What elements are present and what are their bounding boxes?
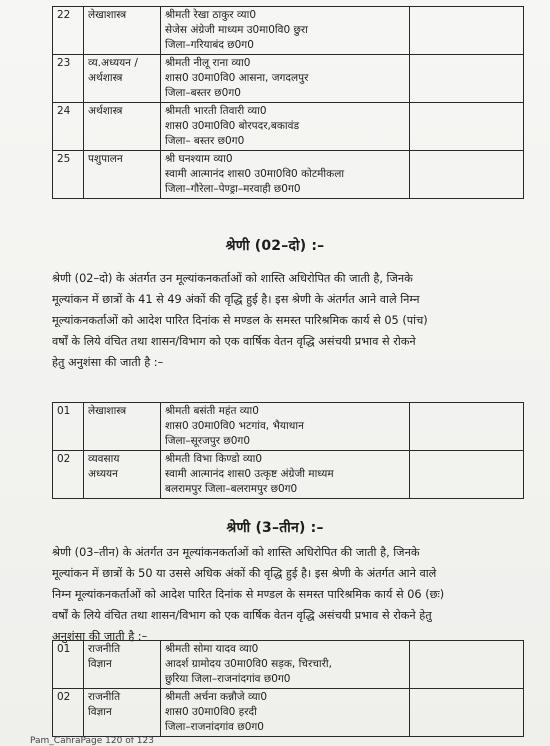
paragraph-line: वर्षों के लिये वंचित तथा शासन/विभाग को एक वार्षिक वेतन वृद्धि असंचयी प्रभाव से रोकने — [52, 335, 416, 348]
evaluator-detail-line: शास0 उ0मा0वि0 हरदी — [165, 706, 257, 718]
page-footer: Pam_CahraPage 120 of 123 — [30, 736, 154, 746]
serial-number: 02 — [53, 451, 84, 499]
evaluator-details — [161, 689, 410, 737]
subject-text: विज्ञान — [88, 706, 112, 718]
evaluator-detail-line: जिला–सूरजपुर छ0ग0 — [165, 435, 251, 447]
evaluator-details — [161, 403, 410, 451]
serial-number: 02 — [53, 689, 84, 737]
paragraph-line: अनुशंसा की जाती है :– — [52, 630, 148, 643]
evaluator-table-3 — [52, 640, 524, 737]
evaluator-detail-line: जिला– बस्तर छ0ग0 — [165, 135, 245, 147]
empty-cell — [410, 151, 524, 199]
empty-cell — [410, 689, 524, 737]
subject-cell — [84, 55, 161, 103]
section-3-heading: श्रेणी (3–तीन) :– — [226, 520, 324, 536]
evaluator-detail-line: स्वामी आत्मानंद शास0 उ0मा0वि0 कोटमीकला — [165, 168, 345, 180]
subject-text: राजनीति — [88, 643, 121, 655]
table-row — [53, 151, 524, 199]
evaluator-detail-line: जिला–गरियाबंद छ0ग0 — [165, 39, 254, 51]
empty-cell — [410, 403, 524, 451]
section-2-paragraph — [52, 268, 514, 373]
subject-text: लेखाशास्त्र — [88, 405, 127, 417]
subject-cell — [84, 103, 161, 151]
table-row — [53, 403, 524, 451]
evaluator-detail-line: छुरिया जिला–राजनांदगांव छ0ग0 — [165, 673, 291, 685]
empty-cell — [410, 7, 524, 55]
evaluator-detail-line: श्रीमती अर्चना कन्नौजे व्या0 — [165, 691, 268, 703]
subject-text: राजनीति — [88, 691, 121, 703]
subject-text: अर्थशास्त्र — [88, 72, 123, 84]
table-row — [53, 55, 524, 103]
evaluator-details — [161, 451, 410, 499]
table-row — [53, 451, 524, 499]
evaluator-detail-line: जिला–गौरेला–पेण्ड्रा–मरवाही छ0ग0 — [165, 183, 301, 195]
section-2-heading: श्रेणी (02–दो) :– — [225, 238, 325, 254]
evaluator-detail-line: श्रीमती भारती तिवारी व्या0 — [165, 105, 267, 117]
paragraph-line: निम्न मूल्यांकनकर्ताओं को आदेश पारित दिनांक से मण्डल के समस्त पारिश्रमिक कार्य से 06 (छः) — [52, 588, 445, 601]
subject-text: व्यवसाय — [88, 453, 120, 465]
serial-number: 24 — [53, 103, 84, 151]
evaluator-detail-line: स्वामी आत्मानंद शास0 उत्कृष्ट अंग्रेजी माध्यम — [165, 468, 334, 480]
table-row — [53, 7, 524, 55]
subject-text: व्य.अध्ययन / — [88, 57, 138, 69]
section-3-paragraph — [52, 542, 514, 647]
empty-cell — [410, 55, 524, 103]
paragraph-line: मूल्यांकन में छात्रों के 41 से 49 अंकों की वृद्धि हुई है। इस श्रेणी के अंतर्गत आने वाले निम्न — [52, 293, 420, 306]
evaluator-detail-line: शास0 उ0मा0वि0 बोरपदर,बकावंड — [165, 120, 300, 132]
subject-text: अध्ययन — [88, 468, 118, 480]
evaluator-details — [161, 55, 410, 103]
evaluator-detail-line: जिला–राजनांदगांव छ0ग0 — [165, 721, 264, 733]
serial-number: 22 — [53, 7, 84, 55]
evaluator-detail-line: श्रीमती रेखा ठाकुर व्या0 — [165, 9, 257, 21]
evaluator-detail-line: शास0 उ0मा0वि0 भटगांव, भैयाथान — [165, 420, 304, 432]
empty-cell — [410, 103, 524, 151]
evaluator-details — [161, 151, 410, 199]
evaluator-detail-line: आदर्श ग्रामोदय उ0मा0वि0 सड़क, चिरचारी, — [165, 658, 332, 670]
subject-cell — [84, 451, 161, 499]
paragraph-line: मूल्यांकन में छात्रों के 50 या उससे अधिक अंकों की वृद्धि हुई है। इस श्रेणी के अंतर्गत आने वाले — [52, 567, 437, 580]
serial-number: 23 — [53, 55, 84, 103]
evaluator-detail-line: शास0 उ0मा0वि0 आसना, जगदलपुर — [165, 72, 309, 84]
table-row — [53, 641, 524, 689]
paragraph-line: मूल्यांकनकर्ताओं को आदेश पारित दिनांक से मण्डल के समस्त पारिश्रमिक कार्य से 05 (पांच) — [52, 314, 428, 327]
paragraph-line: वर्षों के लिये वंचित तथा शासन/विभाग को एक वार्षिक वेतन वृद्धि असंचयी प्रभाव से रोकने हेतु — [52, 609, 432, 622]
subject-text: अर्थशास्त्र — [88, 105, 123, 117]
evaluator-detail-line: सेजेस अंग्रेजी माध्यम उ0मा0वि0 छुरा — [165, 24, 308, 36]
table-row — [53, 689, 524, 737]
table-row — [53, 103, 524, 151]
subject-cell — [84, 7, 161, 55]
paragraph-line: श्रेणी (03–तीन) के अंतर्गत उन मूल्यांकनकर्ताओं को शास्ति अधिरोपित की जाती है, जिनके — [52, 546, 420, 559]
subject-cell — [84, 403, 161, 451]
evaluator-details — [161, 7, 410, 55]
evaluator-detail-line: श्रीमती सोमा यादव व्या0 — [165, 643, 259, 655]
evaluator-detail-line: श्रीमती विभा किण्डो व्या0 — [165, 453, 262, 465]
subject-cell — [84, 641, 161, 689]
evaluator-detail-line: श्री घनश्याम व्या0 — [165, 153, 233, 165]
empty-cell — [410, 641, 524, 689]
subject-cell — [84, 689, 161, 737]
subject-text: विज्ञान — [88, 658, 112, 670]
subject-cell — [84, 151, 161, 199]
evaluator-detail-line: जिला–बस्तर छ0ग0 — [165, 87, 241, 99]
paragraph-line: श्रेणी (02–दो) के अंतर्गत उन मूल्यांकनकर्ताओं को शास्ति अधिरोपित की जाती है, जिनके — [52, 272, 413, 285]
serial-number: 01 — [53, 641, 84, 689]
paragraph-line: हेतु अनुशंसा की जाती है :– — [52, 356, 164, 369]
evaluator-table-2 — [52, 402, 524, 499]
subject-text: लेखाशास्त्र — [88, 9, 127, 21]
evaluator-details — [161, 641, 410, 689]
evaluator-details — [161, 103, 410, 151]
serial-number: 25 — [53, 151, 84, 199]
evaluator-detail-line: बलरामपुर जिला–बलरामपुर छ0ग0 — [165, 483, 298, 495]
evaluator-table-1 — [52, 6, 524, 199]
empty-cell — [410, 451, 524, 499]
serial-number: 01 — [53, 403, 84, 451]
subject-text: पशुपालन — [88, 153, 123, 165]
evaluator-detail-line: श्रीमती बसंती महंत व्या0 — [165, 405, 259, 417]
evaluator-detail-line: श्रीमती नीलू राना व्या0 — [165, 57, 251, 69]
